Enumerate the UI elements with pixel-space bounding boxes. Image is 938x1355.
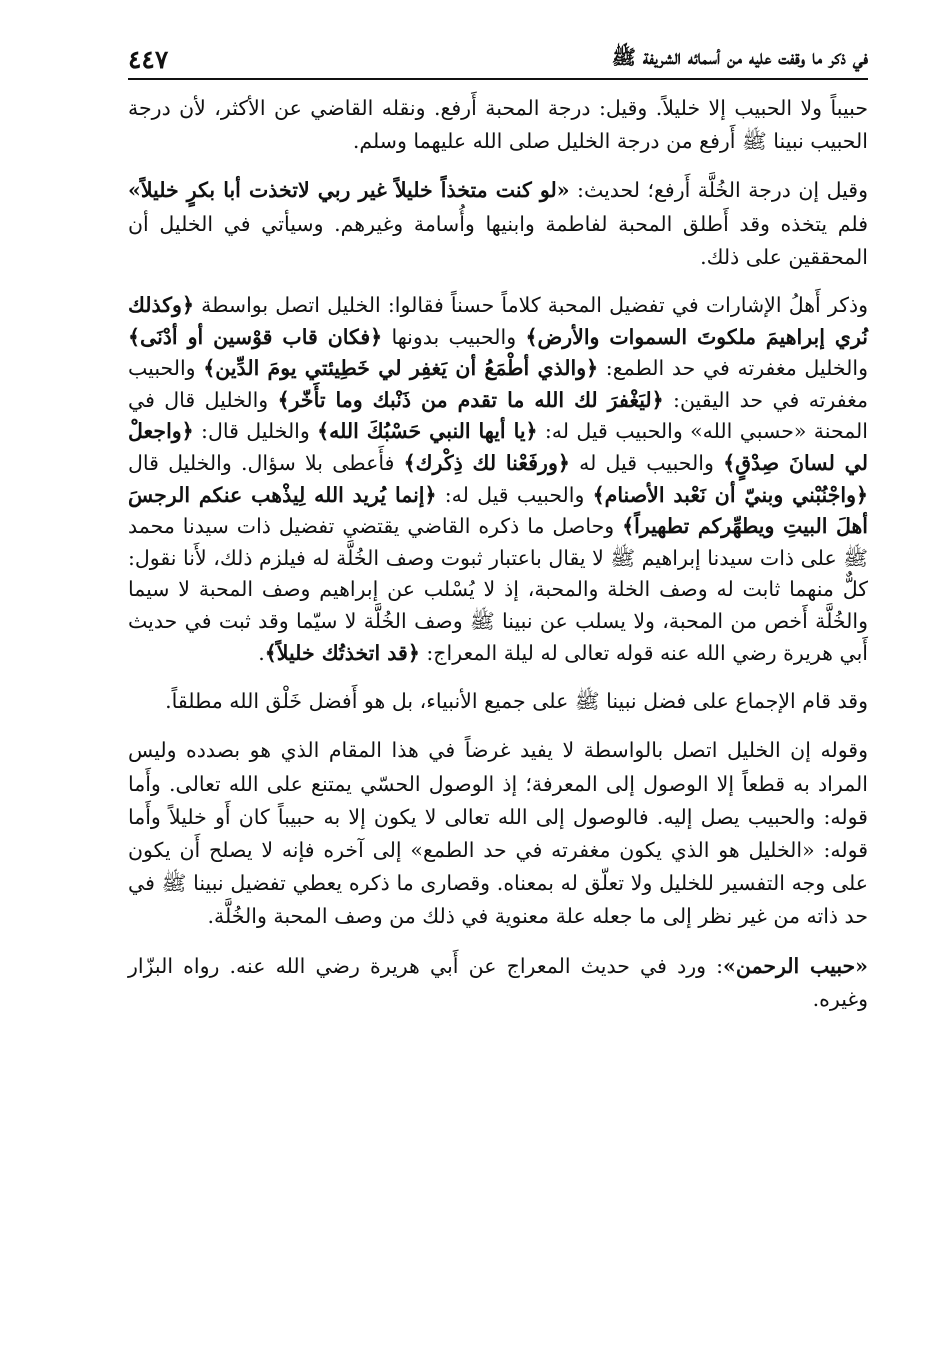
paragraph-text: والخليل قال: bbox=[193, 419, 318, 444]
paragraph-text: والحبيب قيل له bbox=[569, 450, 724, 475]
quran-quote: ﴿إنما يُريد الله لِيذْهب عنكم الرجسَ أهلَ البيتِ ويطهِّركم تطهيراً﴾ bbox=[128, 482, 868, 539]
entry-heading: «حبيب الرحمن» bbox=[723, 953, 868, 978]
quran-quote: ﴿ورفَعْنا لك ذِكْرك﴾ bbox=[403, 450, 570, 475]
paragraph-text: وقد قام الإجماع على فضل نبينا ﷺ على جميع الأنبياء، بل هو أَفضل خَلْق الله مطلقاً. bbox=[165, 689, 868, 714]
quran-quote: ﴿ليَغْفرَ لك الله ما تقدم من ذَنْبك وما تأَخّر﴾ bbox=[277, 387, 664, 412]
hadith-quote: «لو كنت متخذاً خليلاً غير ربي لاتخذت أبا بكرٍ خليلاً» bbox=[128, 178, 570, 203]
paragraph-text: وذكر أَهلُ الإشارات في تفضيل المحبة كلاماً حسناً فقالوا: الخليل اتصل بواسطة bbox=[193, 293, 868, 318]
paragraph-text: فلم يتخذه وقد أَطلق المحبة لفاطمة وابنيها وأُسامة وغيرهم. وسيأتي في الخليل أن المحققين على ذلك. bbox=[128, 211, 868, 269]
paragraph-text: والحبيب مغفرته في حد اليقين: bbox=[128, 356, 868, 412]
quran-quote: ﴿يا أيها النبي حَسْبُكَ الله﴾ bbox=[317, 419, 538, 444]
paragraph-4 bbox=[128, 685, 868, 718]
page-number: ٤٤٧ bbox=[128, 45, 169, 74]
paragraph-text: والخليل مغفرته في حد الطمع: bbox=[598, 356, 868, 381]
paragraph-6 bbox=[128, 950, 868, 1016]
quran-quote: ﴿واجْنُبْني وبنيّ أن نَعْبد الأصنام﴾ bbox=[592, 482, 868, 507]
paragraph-text: والخليل قال في المحنة «حسبي الله» والحبيب قيل له: bbox=[128, 387, 868, 444]
paragraph-3 bbox=[128, 290, 868, 669]
paragraph-text: : ورد في حديث المعراج عن أَبي هريرة رضي الله عنه. رواه البزّار وغيره. bbox=[128, 953, 868, 1011]
running-title: في ذكر ما وقفت عليه من أسمائه الشريفة ﷺ bbox=[611, 45, 868, 69]
page-body bbox=[128, 92, 868, 1032]
paragraph-text: فأَعطى بلا سؤال. والخليل قال bbox=[128, 450, 404, 475]
paragraph-text: والحبيب بدونها bbox=[382, 324, 526, 349]
paragraph-text: حبيباً ولا الحبيب إلا خليلاً. وقيل: درجة المحبة أَرفع. ونقله القاضي عن الأكثر، لأن درجة الحبيب نبينا ﷺ أَرفع من درجة الخليل صلى الله عليهما وسلم. bbox=[128, 96, 868, 154]
quran-quote: ﴿فكان قاب قوْسين أو أدْنَى﴾ bbox=[128, 324, 383, 349]
paragraph-1 bbox=[128, 92, 868, 158]
paragraph-text: والحبيب قيل له: bbox=[436, 482, 593, 507]
quran-quote: ﴿وكذلك نُري إبراهيمَ ملكوتَ السموات والأرض﴾ bbox=[128, 293, 868, 349]
paragraph-5 bbox=[128, 734, 868, 933]
quran-quote: ﴿والذي أطْمَعُ أن يَغفِر لي خَطِيئتي يومَ الدِّين﴾ bbox=[203, 356, 599, 381]
paragraph-text: . bbox=[258, 640, 265, 665]
quran-quote: ﴿قد اتخذتُك خليلاً﴾ bbox=[264, 640, 420, 665]
paragraph-text: وحاصل ما ذكره القاضي يقتضي تفضيل ذات سيدنا محمد ﷺ على ذات سيدنا إبراهيم ﷺ لا يقال باعتبار ثبوت وصف الخُلَّة له فيلزم ذلك، لأَنا نقول: كلٌّ منهما ثابت له وصف الخلة والمحبة، إذ لا يُسْلب عن إبراهيم وصف المحبة لا سيما والخُلَّة أَخص من المحبة، ولا يسلب عن نبينا ﷺ وصف الخُلَّة لا سيّما وقد ثبت في حديث أَبي هريرة رضي الله عنه قوله تعالى له ليلة المعراج: bbox=[128, 514, 868, 665]
paragraph-2 bbox=[128, 174, 868, 274]
paragraph-text: وقيل إن درجة الخُلَّة أَرفع؛ لحديث: bbox=[569, 178, 868, 203]
page-header bbox=[128, 38, 868, 80]
quran-quote: ﴿واجعلْ لي لسانَ صِدْقٍ﴾ bbox=[128, 419, 868, 475]
paragraph-text: وقوله إن الخليل اتصل بالواسطة لا يفيد غرضاً في هذا المقام الذي هو بصدده وليس المراد به قطعاً إلا الوصول إلى المعرفة؛ إذ الوصول الحسّي يمتنع على الله تعالى. وأَما قوله: والحبيب يصل إليه. فالوصول إلى الله تعالى لا يكون إلا به حبيباً كان أَو خليلاً وأَما قوله: «الخليل هو الذي يكون مغفرته في حد الطمع» إلى آخره فإنه لا يصلح أَن يكون على وجه التفسير للخليل ولا تعلّق له بمعناه. وقصارى ما ذكره يعطي تفضيل نبينا ﷺ في حد ذاته من غير نظر إلى ما جعله علة معنوية في ذلك من وصف المحبة والخُلَّة. bbox=[128, 738, 868, 929]
